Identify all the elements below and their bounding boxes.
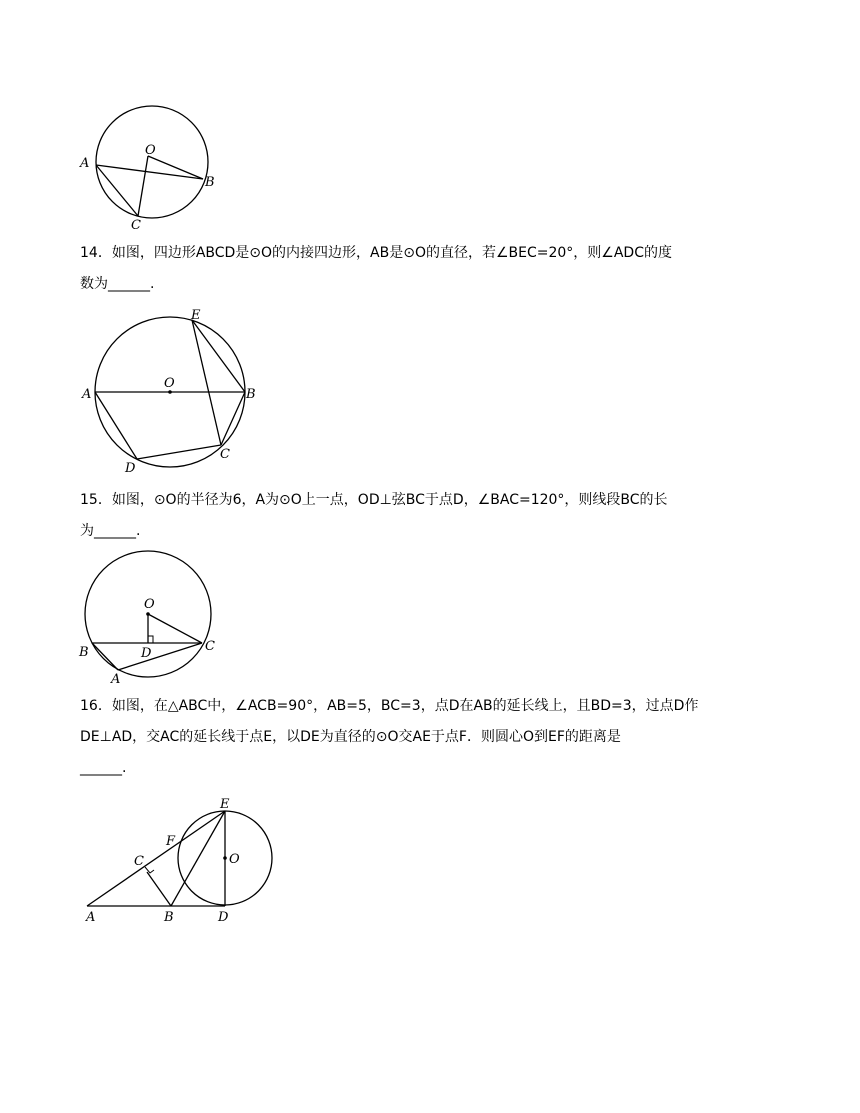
problem-16-line-1: 16．如图，在△ABC中，∠ACB=90°，AB=5，BC=3，点D在AB的延长线上，且BD=3，过点D作	[80, 698, 699, 714]
center-dot	[146, 612, 150, 616]
label-o: O	[144, 597, 155, 612]
figure-16-diagram	[75, 790, 285, 930]
label-o: O	[229, 852, 240, 867]
chord-ac	[118, 643, 202, 670]
problem-14-line-1: 14．如图，四边形ABCD是⊙O的内接四边形，AB是⊙O的直径，若∠BEC=20°，则∠ADC的度	[80, 245, 672, 261]
label-d: D	[218, 910, 229, 925]
figure-16	[75, 790, 285, 930]
right-angle-mark	[145, 867, 154, 873]
label-o: O	[164, 376, 175, 391]
center-dot	[223, 856, 227, 860]
label-f: F	[166, 834, 176, 849]
problem-16-line-3: ______.	[80, 760, 127, 776]
segment-bc	[147, 872, 171, 906]
right-angle-mark	[148, 636, 153, 643]
segment-oc	[148, 614, 202, 643]
figure-15-diagram	[72, 545, 232, 685]
label-c: C	[220, 447, 230, 462]
segment-ae	[87, 811, 225, 906]
problem-15-line-1: 15．如图，⊙O的半径为6，A为⊙O上一点，OD⊥弦BC于点D，∠BAC=120°，则线段BC的长	[80, 492, 668, 508]
chord-ad	[95, 392, 137, 459]
label-b: B	[246, 387, 256, 402]
label-d: D	[125, 461, 136, 476]
segment-co	[138, 156, 148, 216]
problem-16-line-2: DE⊥AD，交AC的延长线于点E，以DE为直径的⊙O交AE于点F．则圆心O到EF的距离是	[80, 729, 621, 745]
figure-15	[72, 545, 232, 685]
label-e: E	[220, 797, 230, 812]
label-a: A	[80, 156, 90, 171]
problem-16	[80, 691, 780, 784]
problem-14	[80, 238, 780, 300]
figure-14	[75, 305, 275, 480]
label-d: D	[141, 646, 152, 661]
problem-15-line-2: 为______.	[80, 523, 141, 539]
figure-14-diagram	[75, 305, 275, 480]
label-a: A	[111, 672, 121, 687]
label-c: C	[205, 639, 215, 654]
label-b: B	[164, 910, 174, 925]
label-b: B	[205, 175, 215, 190]
label-a: A	[82, 387, 92, 402]
chord-ac	[96, 165, 138, 216]
label-c: C	[131, 218, 141, 233]
segment-be	[171, 811, 225, 906]
label-e: E	[191, 308, 201, 323]
chord-cb	[221, 392, 245, 445]
figure-13-diagram	[70, 90, 230, 240]
label-a: A	[86, 910, 96, 925]
chord-ba	[92, 643, 118, 670]
figure-13	[70, 90, 230, 240]
label-o: O	[145, 143, 156, 158]
label-c: C	[134, 854, 144, 869]
circle-o	[96, 106, 208, 218]
problem-15	[80, 485, 780, 547]
problem-14-line-2: 数为______.	[80, 276, 155, 292]
label-b: B	[79, 645, 89, 660]
